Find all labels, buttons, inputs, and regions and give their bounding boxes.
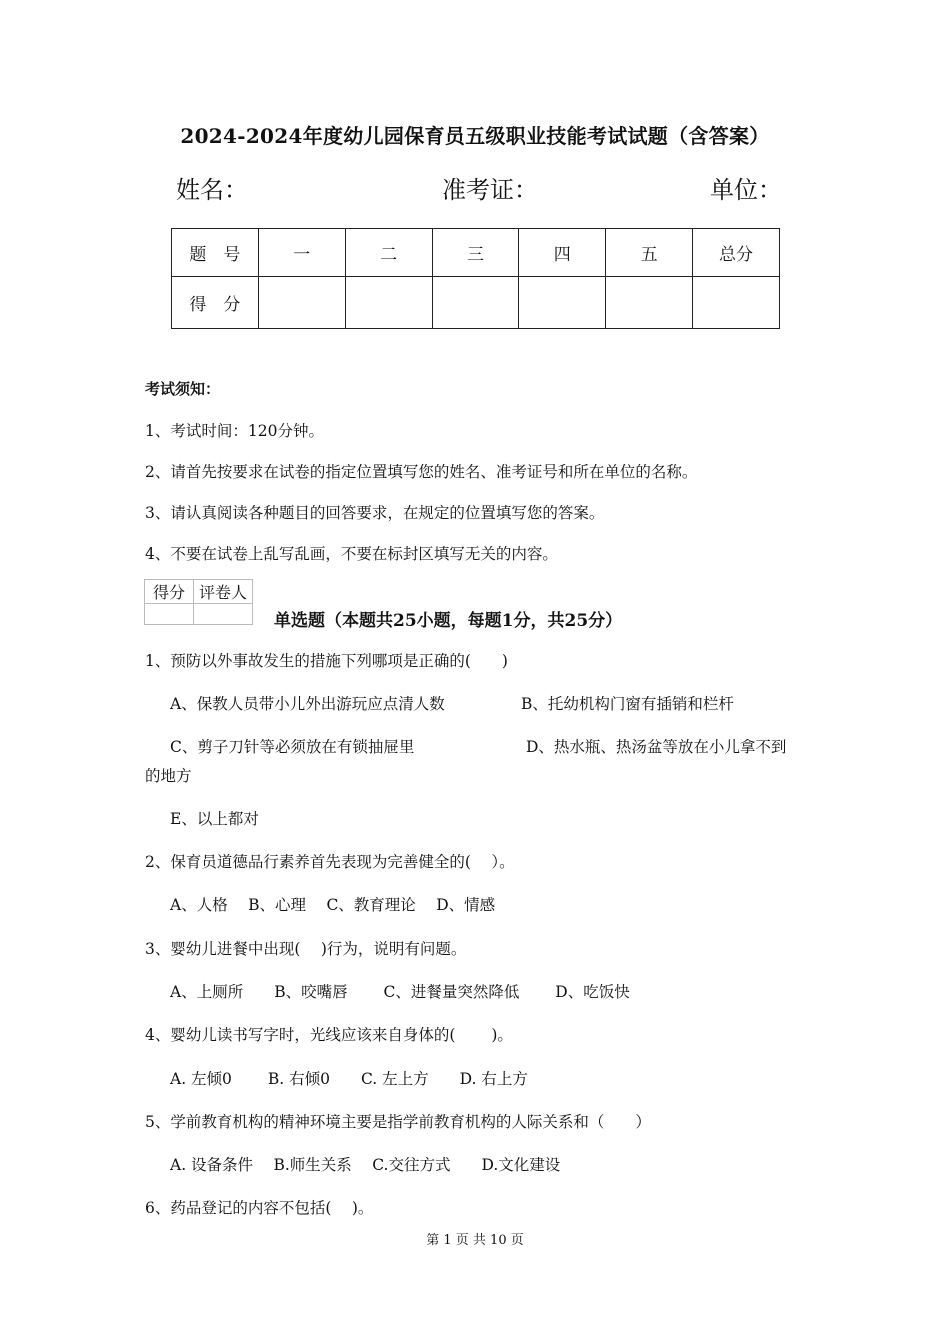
score-table-cell: 二 [345, 229, 432, 277]
score-table-cell: 五 [606, 229, 693, 277]
notes-heading: 考试须知： [145, 380, 221, 398]
document-title: 2024-2024年度幼儿园保育员五级职业技能考试试题（含答案） [180, 124, 770, 148]
question-1-option-e: E、以上都对 [170, 810, 259, 828]
grader-score-cell[interactable] [145, 604, 194, 625]
note-item: 1、考试时间：120分钟。 [145, 422, 324, 440]
score-input-cell[interactable] [345, 277, 432, 329]
score-table-cell: 四 [519, 229, 606, 277]
grader-name-label: 评卷人 [194, 580, 253, 604]
score-table-cell: 总分 [693, 229, 780, 277]
score-table [171, 228, 780, 329]
question-2: 2、保育员道德品行素养首先表现为完善健全的( ）。 [145, 853, 515, 871]
question-1: 1、预防以外事故发生的措施下列哪项是正确的( ) [145, 652, 508, 670]
question-1-option-d-cont: 的地方 [145, 767, 192, 785]
grader-box [144, 579, 253, 625]
grader-score-label: 得分 [145, 580, 194, 604]
exam-number-label: 准考证： [442, 176, 538, 204]
question-4-options: A. 左倾0 B. 右倾0 C. 左上方 D. 右上方 [170, 1070, 528, 1088]
question-1-option-c: C、剪子刀针等必须放在有锁抽屉里 [170, 738, 415, 756]
score-table-score-row [172, 277, 780, 329]
score-table-cell: 一 [258, 229, 345, 277]
note-item: 3、请认真阅读各种题目的回答要求，在规定的位置填写您的答案。 [145, 504, 605, 522]
question-2-options: A、人格 B、心理 C、教育理论 D、情感 [170, 896, 496, 914]
score-input-cell[interactable] [258, 277, 345, 329]
grader-name-cell[interactable] [194, 604, 253, 625]
question-3-options: A、上厕所 B、咬嘴唇 C、进餐量突然降低 D、吃饭快 [170, 983, 630, 1001]
question-1-option-d: D、热水瓶、热汤盆等放在小儿拿不到 [526, 738, 787, 756]
unit-label: 单位： [710, 176, 782, 204]
score-table-cell: 题 号 [172, 229, 259, 277]
note-item: 2、请首先按要求在试卷的指定位置填写您的姓名、准考证号和所在单位的名称。 [145, 463, 698, 481]
score-table-header-row [172, 229, 780, 277]
name-label: 姓名： [176, 176, 248, 204]
question-6: 6、药品登记的内容不包括( )。 [145, 1199, 374, 1217]
score-input-cell[interactable] [519, 277, 606, 329]
question-5: 5、学前教育机构的精神环境主要是指学前教育机构的人际关系和（ ） [145, 1113, 651, 1131]
section-title: 单选题（本题共25小题，每题1分，共25分） [274, 611, 623, 631]
question-5-options: A. 设备条件 B.师生关系 C.交往方式 D.文化建设 [170, 1156, 561, 1174]
note-item: 4、不要在试卷上乱写乱画，不要在标封区填写无关的内容。 [145, 545, 558, 563]
score-table-cell: 得 分 [172, 277, 259, 329]
question-4: 4、婴幼儿读书写字时，光线应该来自身体的( )。 [145, 1026, 513, 1044]
score-input-cell[interactable] [606, 277, 693, 329]
question-1-option-a: A、保教人员带小儿外出游玩应点清人数 [170, 695, 445, 713]
score-input-cell[interactable] [432, 277, 519, 329]
page-footer: 第 1 页 共 10 页 [426, 1233, 524, 1248]
score-table-cell: 三 [432, 229, 519, 277]
score-input-cell[interactable] [693, 277, 780, 329]
question-3: 3、婴幼儿进餐中出现( )行为，说明有问题。 [145, 940, 467, 958]
question-1-option-b: B、托幼机构门窗有插销和栏杆 [521, 695, 734, 713]
